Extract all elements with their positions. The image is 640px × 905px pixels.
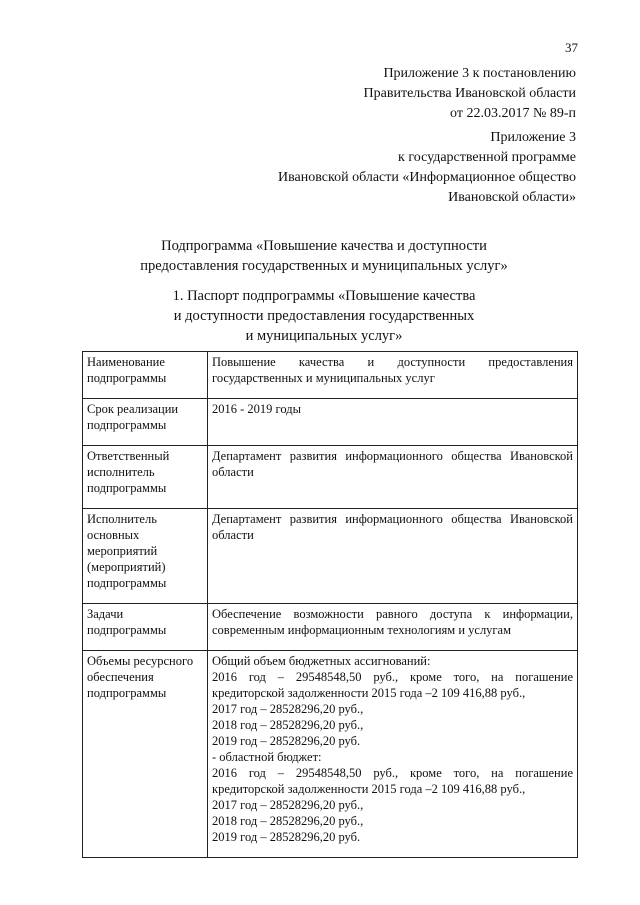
row-label: Наименование подпрограммы <box>83 352 208 399</box>
appendix-line: Ивановской области «Информационное общество <box>278 170 576 185</box>
table-row <box>83 446 578 509</box>
row-value: Повышение качества и доступности предоставления государственных и муниципальных услуг <box>208 352 578 399</box>
subprogram-title <box>64 236 584 276</box>
title-line: предоставления государственных и муниципальных услуг» <box>140 258 508 274</box>
table-row <box>83 352 578 399</box>
table-row <box>83 604 578 651</box>
appendix-line: от 22.03.2017 № 89-п <box>450 106 576 121</box>
title-line: Подпрограмма «Повышение качества и доступности <box>161 238 487 254</box>
appendix-line: к государственной программе <box>398 150 576 165</box>
row-value: Департамент развития информационного общества Ивановской области <box>208 509 578 604</box>
row-label: Срок реализации подпрограммы <box>83 399 208 446</box>
title-line: 1. Паспорт подпрограммы «Повышение качества <box>172 288 476 304</box>
row-label: Исполнитель основных мероприятий (мероприятий) подпрограммы <box>83 509 208 604</box>
funding-line: 2018 год – 28528296,20 руб., <box>212 814 364 828</box>
row-label: Объемы ресурсного обеспечения подпрограммы <box>83 651 208 858</box>
appendix-line: Правительства Ивановской области <box>363 86 576 101</box>
row-label: Ответственный исполнитель подпрограммы <box>83 446 208 509</box>
program-appendix-header <box>278 128 576 208</box>
funding-line: кредиторской задолженности 2015 года –2 109 416,88 руб., <box>212 686 526 700</box>
funding-line: 2016 год – 29548548,50 руб., кроме того, на погашение <box>212 670 573 684</box>
funding-line: 2016 год – 29548548,50 руб., кроме того, на погашение <box>212 766 573 780</box>
page-number: 37 <box>565 40 578 55</box>
row-value: Департамент развития информационного общества Ивановской области <box>208 446 578 509</box>
table-row <box>83 651 578 858</box>
appendix-line: Приложение 3 к постановлению <box>383 66 576 81</box>
row-value-funding <box>208 651 578 858</box>
appendix-line: Приложение 3 <box>490 130 576 145</box>
funding-line: 2017 год – 28528296,20 руб., <box>212 798 364 812</box>
funding-line: 2019 год – 28528296,20 руб. <box>212 830 361 844</box>
passport-title <box>64 286 584 346</box>
title-line: и доступности предоставления государственных <box>173 308 475 324</box>
title-line: и муниципальных услуг» <box>245 328 403 344</box>
row-value: 2016 - 2019 годы <box>208 399 578 446</box>
resolution-appendix-header <box>364 64 576 124</box>
funding-line: - областной бюджет: <box>212 750 322 764</box>
funding-line: 2017 год – 28528296,20 руб., <box>212 702 364 716</box>
passport-table <box>82 351 578 858</box>
table-row <box>83 399 578 446</box>
table-row <box>83 509 578 604</box>
funding-line: Общий объем бюджетных ассигнований: <box>212 654 431 668</box>
appendix-line: Ивановской области» <box>448 190 576 205</box>
funding-line: 2018 год – 28528296,20 руб., <box>212 718 364 732</box>
row-value: Обеспечение возможности равного доступа к информации, современным информационным технологиям и услугам <box>208 604 578 651</box>
funding-line: 2019 год – 28528296,20 руб. <box>212 734 361 748</box>
row-label: Задачи подпрограммы <box>83 604 208 651</box>
funding-line: кредиторской задолженности 2015 года –2 109 416,88 руб., <box>212 782 526 796</box>
